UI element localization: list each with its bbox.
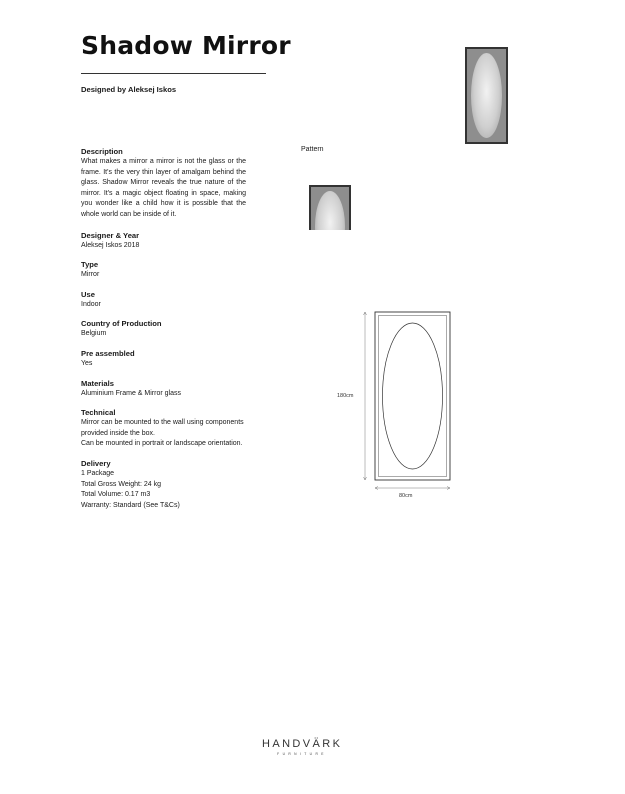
spec-value: 1 Package Total Gross Weight: 24 kg Total Volume: 0.17 m3 Warranty: Standard (See T&Cs) bbox=[81, 469, 180, 509]
spec-type bbox=[81, 260, 246, 281]
brand-name: HANDVÄRK bbox=[262, 738, 343, 750]
spec-label: Description bbox=[81, 147, 123, 156]
title-divider bbox=[81, 73, 266, 74]
spec-value: Yes bbox=[81, 359, 93, 367]
page-title: Shadow Mirror bbox=[81, 31, 291, 60]
spec-value: What makes a mirror a mirror is not the glass or the frame. It's the very thin layer of amalgam behind the glass. Shadow Mirror reveals the true nature of the mirror. It's a magic object floating in space, making you wonder like a child how it is possible that the whole world can be inside of it. bbox=[81, 158, 246, 218]
mirror-oval bbox=[471, 53, 502, 138]
spec-value: Belgium bbox=[81, 330, 107, 338]
spec-value: Mirror bbox=[81, 271, 100, 279]
spec-label: Use bbox=[81, 289, 95, 299]
mirror-glass bbox=[311, 187, 349, 230]
mirror-glass bbox=[467, 49, 506, 142]
spec-list bbox=[81, 147, 246, 520]
brand-tagline: FURNITURE bbox=[277, 752, 327, 756]
spec-label: Technical bbox=[81, 408, 116, 418]
designer-credit: Designed by Aleksej Iskos bbox=[81, 85, 177, 94]
height-label: 180cm bbox=[337, 393, 354, 399]
spec-technical bbox=[81, 408, 246, 450]
spec-description bbox=[81, 147, 246, 221]
spec-use bbox=[81, 290, 246, 311]
spec-value: Mirror can be mounted to the wall using components provided inside the box. Can be mounted in portrait or landscape orientation. bbox=[81, 419, 244, 448]
pattern-label: Pattern bbox=[301, 146, 324, 153]
technical-drawing bbox=[330, 300, 480, 510]
spec-country bbox=[81, 319, 246, 340]
drawing-inner-frame bbox=[379, 316, 447, 477]
spec-value: Aluminium Frame & Mirror glass bbox=[81, 389, 181, 397]
spec-label: Pre assembled bbox=[81, 348, 135, 358]
drawing-oval bbox=[383, 323, 443, 469]
spec-label: Designer & Year bbox=[81, 230, 140, 240]
spec-label: Delivery bbox=[81, 458, 111, 468]
pattern-photo bbox=[309, 185, 351, 230]
width-label: 80cm bbox=[399, 493, 413, 499]
spec-pre-assembled bbox=[81, 349, 246, 370]
spec-label: Country of Production bbox=[81, 319, 162, 329]
spec-value: Indoor bbox=[81, 300, 101, 308]
spec-value: Aleksej Iskos 2018 bbox=[81, 241, 140, 249]
spec-label: Type bbox=[81, 260, 99, 270]
drawing-outer-frame bbox=[375, 312, 450, 480]
product-photo-main bbox=[465, 47, 508, 144]
spec-materials bbox=[81, 379, 246, 400]
brand-logo bbox=[262, 738, 342, 756]
mirror-oval bbox=[315, 191, 345, 230]
spec-delivery bbox=[81, 459, 246, 511]
spec-designer-year bbox=[81, 231, 246, 252]
spec-label: Materials bbox=[81, 378, 114, 388]
